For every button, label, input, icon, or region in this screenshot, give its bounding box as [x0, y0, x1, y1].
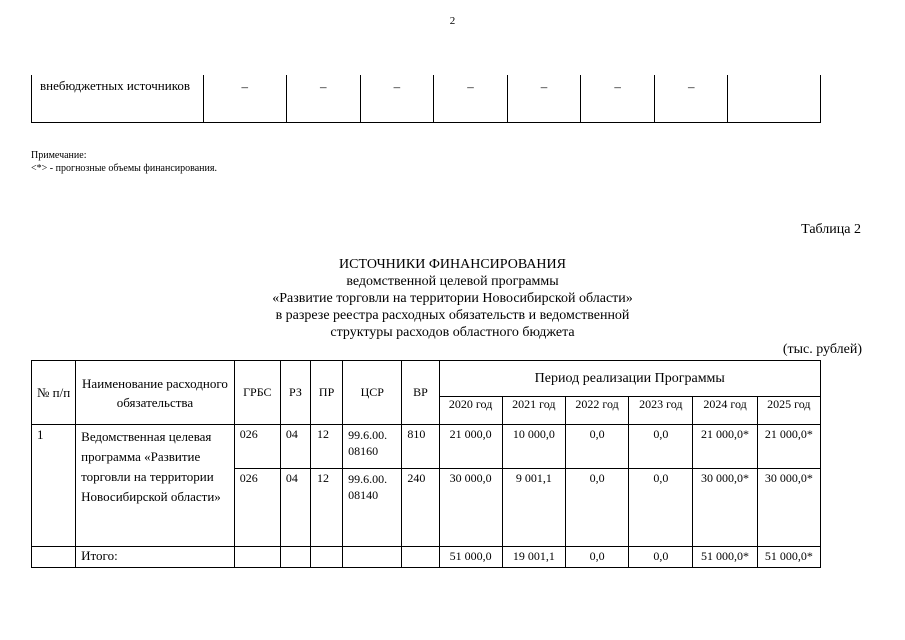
table-row [32, 425, 821, 469]
cell-value: 0,0 [629, 469, 693, 547]
total-value: 51 000,0* [757, 547, 820, 568]
doc-title-line2: ведомственной целевой программы [346, 274, 559, 289]
cell-vr: 240 [402, 469, 439, 547]
total-label: Итого: [76, 547, 235, 568]
header-grbs: ГРБС [234, 361, 280, 425]
table-label: Таблица 2 [801, 222, 861, 237]
table-header-row [32, 361, 821, 397]
table-cell: – [581, 75, 655, 123]
note-text: <*> - прогнозные объемы финансирования. [31, 163, 217, 174]
header-year: 2021 год [502, 397, 565, 425]
header-year: 2020 год [439, 397, 502, 425]
header-period: Период реализации Программы [439, 361, 821, 397]
table-cell [234, 547, 280, 568]
cell-value: 30 000,0 [439, 469, 502, 547]
doc-title-line1: ИСТОЧНИКИ ФИНАНСИРОВАНИЯ [339, 257, 566, 272]
table-cell: – [654, 75, 728, 123]
row-number: 1 [32, 425, 76, 547]
total-value: 0,0 [629, 547, 693, 568]
cell-value: 0,0 [565, 425, 628, 469]
table-row [32, 75, 821, 123]
header-year: 2023 год [629, 397, 693, 425]
header-year: 2024 год [693, 397, 757, 425]
cell-value: 30 000,0* [757, 469, 820, 547]
table-cell [311, 547, 343, 568]
header-rz: РЗ [280, 361, 310, 425]
table-cell: – [360, 75, 434, 123]
cell-csr: 99.6.00. 08160 [343, 425, 402, 469]
header-year: 2025 год [757, 397, 820, 425]
total-value: 51 000,0 [439, 547, 502, 568]
cell-rz: 04 [280, 425, 310, 469]
header-pr: ПР [311, 361, 343, 425]
doc-title-line5: структуры расходов областного бюджета [330, 325, 575, 340]
table-cell: внебюджетных источников [32, 75, 204, 123]
header-vr: ВР [402, 361, 439, 425]
cell-value: 10 000,0 [502, 425, 565, 469]
table-cell [280, 547, 310, 568]
header-num: № п/п [32, 361, 76, 425]
total-value: 0,0 [565, 547, 628, 568]
cell-value: 9 001,1 [502, 469, 565, 547]
table-cell: – [203, 75, 287, 123]
cell-pr: 12 [311, 469, 343, 547]
cell-grbs: 026 [234, 425, 280, 469]
total-value: 19 001,1 [502, 547, 565, 568]
table-cell: – [507, 75, 581, 123]
financing-table [31, 360, 821, 568]
header-name: Наименование расходного обязательства [76, 361, 235, 425]
table-cell [343, 547, 402, 568]
note-heading: Примечание: [31, 150, 87, 161]
table-cell [728, 75, 821, 123]
table-cell [32, 547, 76, 568]
cell-value: 0,0 [565, 469, 628, 547]
cell-value: 0,0 [629, 425, 693, 469]
cell-value: 21 000,0 [439, 425, 502, 469]
cell-value: 21 000,0* [757, 425, 820, 469]
header-year: 2022 год [565, 397, 628, 425]
header-csr: ЦСР [343, 361, 402, 425]
row-name: Ведомственная целевая программа «Развитие торговли на территории Новосибирской области» [76, 425, 235, 547]
total-value: 51 000,0* [693, 547, 757, 568]
total-row [32, 547, 821, 568]
table-cell: – [287, 75, 361, 123]
cell-grbs: 026 [234, 469, 280, 547]
continuation-table [31, 75, 821, 123]
page-number: 2 [449, 15, 456, 27]
doc-title-line4: в разрезе реестра расходных обязательств и ведомственной [275, 308, 630, 323]
table-cell [402, 547, 439, 568]
cell-pr: 12 [311, 425, 343, 469]
doc-title-line3: «Развитие торговли на территории Новосибирской области» [272, 291, 633, 306]
cell-vr: 810 [402, 425, 439, 469]
cell-value: 21 000,0* [693, 425, 757, 469]
cell-csr: 99.6.00. 08140 [343, 469, 402, 547]
cell-value: 30 000,0* [693, 469, 757, 547]
units-label: (тыс. рублей) [782, 342, 862, 357]
table-cell: – [434, 75, 508, 123]
cell-rz: 04 [280, 469, 310, 547]
